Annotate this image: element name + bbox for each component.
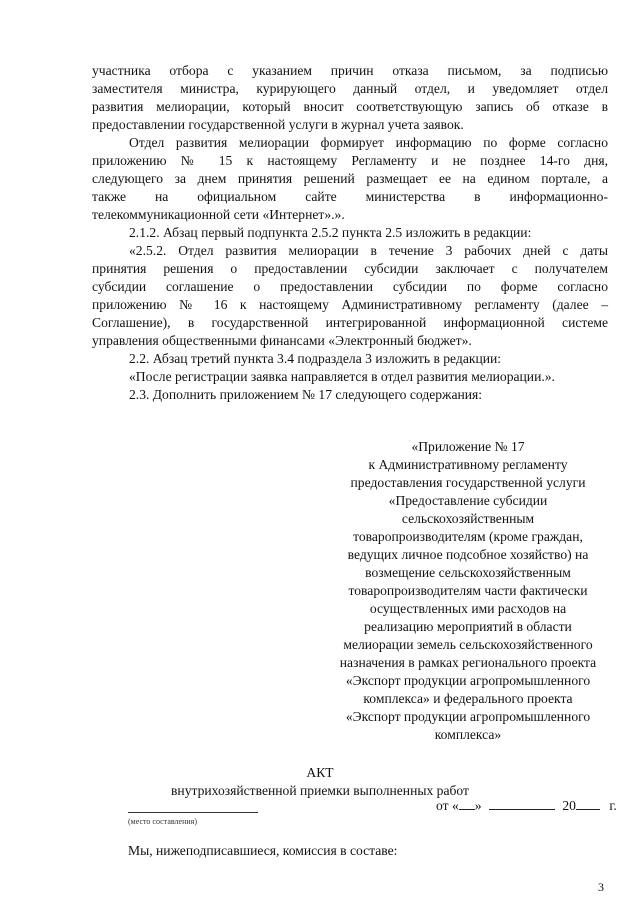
appendix-line: «Экспорт продукции агропромышленного bbox=[345, 709, 591, 724]
appendix-line: комплекса» bbox=[434, 727, 502, 742]
body-line: «После регистрации заявка направляется в отдел развития мелиорации.». bbox=[129, 369, 555, 384]
body-line: принятия решения о предоставлении субсидии заключает с получателем bbox=[92, 261, 608, 276]
body-line: «2.5.2. Отдел развития мелиорации в течение 3 рабочих дней с даты bbox=[129, 243, 608, 258]
body-line: субсидии соглашение о предоставлении субсидии по форме согласно bbox=[92, 279, 608, 294]
body-line: управления общественными финансами «Электронный бюджет». bbox=[92, 333, 472, 348]
body-line: 2.3. Дополнить приложением № 17 следующего содержания: bbox=[129, 387, 483, 402]
commission-line: Мы, нижеподписавшиеся, комиссия в составе: bbox=[128, 843, 398, 858]
year-blank bbox=[576, 797, 600, 810]
day-blank bbox=[459, 797, 475, 810]
date-suffix: г. bbox=[609, 798, 617, 813]
act-title: АКТ bbox=[306, 765, 334, 780]
appendix-line: комплекса» и федерального проекта bbox=[363, 691, 573, 706]
appendix-line: назначения в рамках регионального проекта bbox=[339, 655, 597, 670]
appendix-line: «Предоставление субсидии bbox=[388, 493, 548, 508]
date-line bbox=[436, 797, 617, 814]
body-line: развития мелиорации, который вносит соответствующую запись об отказе в bbox=[92, 99, 608, 114]
appendix-line: «Приложение № 17 bbox=[411, 439, 525, 454]
body-line: предоставлении государственной услуги в журнал учета заявок. bbox=[92, 117, 464, 132]
appendix-line: предоставления государственной услуги bbox=[350, 475, 586, 490]
place-blank-line bbox=[128, 812, 258, 813]
year-prefix: 20 bbox=[562, 798, 576, 813]
place-caption: (место составления) bbox=[128, 817, 197, 826]
appendix-line: товаропроизводителям (кроме граждан, bbox=[353, 529, 583, 544]
date-prefix: от « bbox=[436, 798, 459, 813]
appendix-line: мелиорации земель сельскохозяйственного bbox=[343, 637, 593, 652]
body-line: участника отбора с указанием причин отказа письмом, за подписью bbox=[92, 63, 608, 78]
body-line: приложению № 16 к настоящему Административному регламенту (далее – bbox=[92, 297, 608, 312]
body-line: 2.2. Абзац третий пункта 3.4 подраздела 3 изложить в редакции: bbox=[129, 351, 502, 366]
body-line: следующего за днем принятия решений размещает ее на едином портале, а bbox=[92, 171, 608, 186]
appendix-line: осуществленных ими расходов на bbox=[369, 601, 567, 616]
appendix-line: товаропроизводителям части фактически bbox=[348, 583, 588, 598]
appendix-line: ведущих личное подсобное хозяйство) на bbox=[347, 547, 589, 562]
month-blank bbox=[489, 797, 555, 810]
body-line: Отдел развития мелиорации формирует информацию по форме согласно bbox=[129, 135, 608, 150]
page-number: 3 bbox=[598, 880, 604, 894]
appendix-line: реализацию мероприятий в области bbox=[364, 619, 572, 634]
date-mid: » bbox=[474, 798, 482, 813]
act-subtitle: внутрихозяйственной приемки выполненных работ bbox=[171, 783, 469, 798]
appendix-line: возмещение сельскохозяйственным bbox=[365, 565, 571, 580]
appendix-line: сельскохозяйственным bbox=[401, 511, 535, 526]
body-line: заместителя министра, курирующего данный отдел, и уведомляет отдел bbox=[92, 81, 608, 96]
appendix-line: к Административному регламенту bbox=[368, 457, 568, 472]
body-line: также на официальном сайте министерства в информационно- bbox=[92, 189, 608, 204]
body-line: приложению № 15 к настоящему Регламенту и не позднее 14-го дня, bbox=[92, 153, 608, 168]
body-line: 2.1.2. Абзац первый подпункта 2.5.2 пункта 2.5 изложить в редакции: bbox=[129, 225, 532, 240]
appendix-line: «Экспорт продукции агропромышленного bbox=[345, 673, 591, 688]
body-line: Соглашение), в государственной интегрированной информационной системе bbox=[92, 315, 608, 330]
body-line: телекоммуникационной сети «Интернет».». bbox=[92, 207, 345, 222]
